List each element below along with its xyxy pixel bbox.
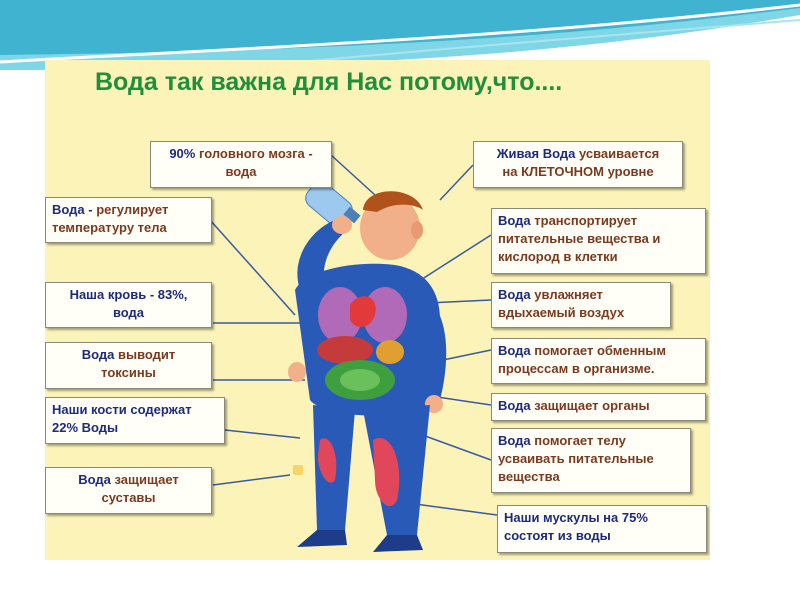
fact-joints: Вода защищает суставы [45,467,212,514]
fact-nutrients: Вода помогает телу усваивать питательные вещества [491,428,691,493]
fact-moisturize: Вода увлажняет вдыхаемый воздух [491,282,671,328]
fact-brain: 90% головного мозга - вода [150,141,332,188]
fact-temperature: Вода - регулирует температуру тела [45,197,212,243]
fact-metabolism: Вода помогает обменным процессам в организме. [491,338,706,384]
fact-muscles: Наши мускулы на 75% состоят из воды [497,505,707,553]
internal-organs [317,287,407,400]
fact-bones: Наши кости содержат 22% Воды [45,397,225,444]
fact-live-water: Живая Вода усваивается на КЛЕТОЧНОМ уровне [473,141,683,188]
fact-blood: Наша кровь - 83%, вода [45,282,212,328]
page-title: Вода так важна для Нас потому,что.... [95,68,563,96]
fact-toxins: Вода выводит токсины [45,342,212,389]
infographic-panel [45,60,710,560]
fact-organs: Вода защищает органы [491,393,706,421]
head [360,191,423,260]
fact-transport: Вода транспортирует питательные вещества и кислород в клетки [491,208,706,274]
